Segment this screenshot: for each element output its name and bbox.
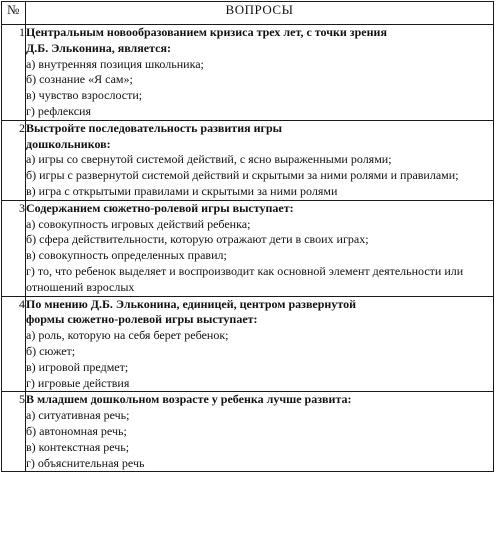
- question-number: 4: [2, 296, 26, 392]
- question-cell: [26, 200, 494, 296]
- question-text-line: По мнению Д.Б. Эльконина, единицей, центром развернутой: [26, 296, 356, 311]
- answer-option: б) игры с развернутой системой действий и скрытыми за ними ролями и правилами;: [26, 168, 459, 183]
- question-text: [26, 25, 493, 57]
- answer-option: б) автономная речь;: [26, 423, 127, 438]
- question-text-line: Центральным новообразованием кризиса трех лет, с точки зрения: [26, 25, 387, 39]
- answer-option: а) ситуативная речь;: [26, 408, 130, 423]
- question-text-line: Д.Б. Эльконина, является:: [26, 40, 171, 55]
- answer-option: б) сфера действительности, которую отражают дети в своих играх;: [26, 232, 369, 247]
- answer-option: в) игра с открытыми правилами и скрытыми за ними ролями: [26, 183, 338, 198]
- question-row: [2, 296, 494, 392]
- number-column-header: №: [2, 2, 26, 25]
- answer-option: а) совокупность игровых действий ребенка;: [26, 216, 251, 231]
- question-cell: [26, 296, 494, 392]
- question-text: [26, 297, 493, 329]
- answer-option: в) контекстная речь;: [26, 439, 130, 454]
- question-row: [2, 200, 494, 296]
- question-number: 1: [2, 25, 26, 121]
- question-row: [2, 25, 494, 121]
- question-text-line: формы сюжетно-ролевой игры выступает:: [26, 312, 258, 327]
- answer-option: б) сюжет;: [26, 343, 76, 358]
- question-number: 5: [2, 392, 26, 472]
- questions-column-header: ВОПРОСЫ: [26, 2, 494, 25]
- answer-option: а) роль, которую на себя берет ребенок;: [26, 328, 229, 343]
- question-number: 3: [2, 200, 26, 296]
- answer-option: г) рефлексия: [26, 103, 91, 118]
- question-text-line: Выстройте последовательность развития игры: [26, 120, 283, 135]
- question-number: 2: [2, 120, 26, 200]
- question-text: [26, 121, 493, 153]
- question-text-line: дошкольников:: [26, 136, 111, 151]
- table-header-row: [2, 2, 494, 25]
- answer-option: г) объяснительная речь: [26, 455, 145, 470]
- question-cell: [26, 120, 494, 200]
- answer-option: в) чувство взрослости;: [26, 88, 143, 103]
- questions-table: [1, 1, 494, 472]
- answer-option: г) игровые действия: [26, 375, 130, 390]
- answer-option: г) то, что ребенок выделяет и воспроизводит как основной элемент деятельности или отношений взрослых: [26, 263, 464, 294]
- answer-option: б) сознание «Я сам»;: [26, 72, 133, 87]
- question-text-line: Содержанием сюжетно-ролевой игры выступает:: [26, 200, 294, 215]
- question-cell: [26, 25, 494, 121]
- answer-option: а) внутренняя позиция школьника;: [26, 56, 204, 71]
- answer-option: а) игры со свернутой системой действий, с ясно выраженными ролями;: [26, 152, 392, 167]
- question-text-line: В младшем дошкольном возрасте у ребенка лучше развита:: [26, 392, 352, 407]
- question-row: [2, 120, 494, 200]
- question-row: [2, 392, 494, 472]
- question-text: [26, 201, 493, 217]
- answer-option: в) игровой предмет;: [26, 359, 129, 374]
- question-cell: [26, 392, 494, 472]
- answer-option: в) совокупность определенных правил;: [26, 248, 227, 263]
- questions-body: [2, 25, 494, 472]
- question-text: [26, 392, 493, 408]
